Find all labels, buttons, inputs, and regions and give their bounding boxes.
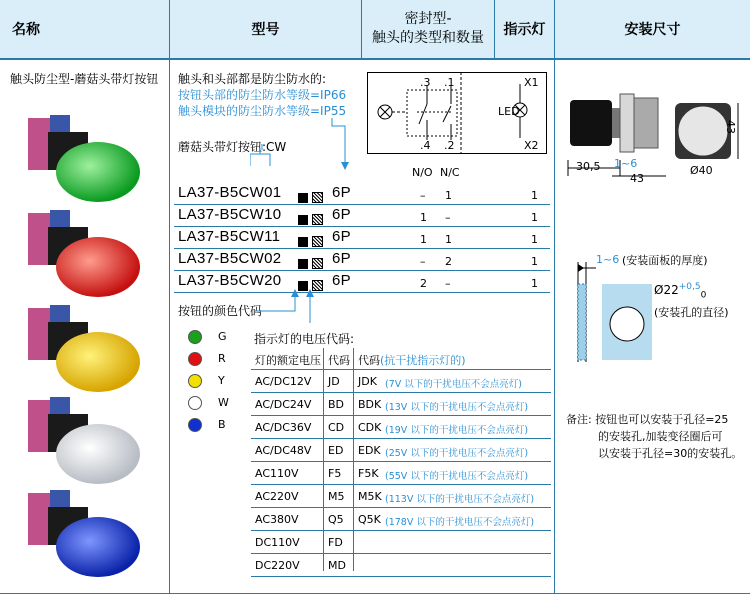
voltage-code: F5 — [328, 467, 342, 480]
voltage-code: CD — [328, 421, 345, 434]
col-line-1 — [169, 0, 170, 594]
hole-sup: +0,5 — [678, 282, 701, 292]
model-nc: – — [445, 277, 451, 290]
voltage-code: JD — [328, 375, 340, 388]
color-code-square — [298, 215, 308, 225]
model-suffix: 6P — [332, 184, 351, 201]
color-dot — [188, 418, 202, 432]
color-letter: Y — [218, 374, 225, 387]
voltage-rated: AC/DC48V — [255, 444, 312, 457]
intro-line3: 触头模块的防尘防水等级=IP55 — [178, 104, 347, 118]
voltage-code-square — [312, 214, 323, 225]
bottom-line — [0, 593, 750, 594]
intro-line1: 触头和头部都是防尘防水的: — [178, 72, 327, 86]
hole-dim — [654, 282, 706, 300]
voltage-ai-code: BDK — [358, 398, 382, 411]
panel-note: (安装面板的厚度) — [622, 254, 708, 267]
color-dot — [188, 352, 202, 366]
voltage-row — [251, 439, 551, 462]
header-seal-line2: 触头的类型和数量 — [372, 30, 484, 46]
model-led: 1 — [531, 189, 538, 202]
voltage-col-ai-main: 代码 — [358, 354, 380, 367]
voltage-rated: AC220V — [255, 490, 299, 503]
voltage-col-ai-note: (抗干扰指示灯的) — [380, 354, 466, 367]
voltage-code-square — [312, 258, 323, 269]
model-no: 1 — [420, 233, 427, 246]
dim-1-6: 1~6 — [614, 157, 638, 170]
voltage-row — [251, 554, 551, 577]
model-led: 1 — [531, 277, 538, 290]
voltage-ai-code: M5K — [358, 490, 382, 503]
voltage-rows — [251, 370, 551, 577]
voltage-row — [251, 485, 551, 508]
voltage-rated: DC110V — [255, 536, 300, 549]
voltage-ai-code: EDK — [358, 444, 381, 457]
white-button-photo — [28, 397, 140, 484]
header-seal — [362, 0, 494, 58]
model-markers — [294, 231, 327, 250]
voltage-ai-note: (113V 以下的干扰电压不会点亮灯) — [385, 494, 535, 505]
color-letter: R — [218, 352, 226, 365]
voltage-rated: AC380V — [255, 513, 299, 526]
voltage-code: ED — [328, 444, 344, 457]
color-dot — [188, 396, 202, 410]
model-no: 1 — [420, 211, 427, 224]
remark-line3: 以安装于孔径=30的安装孔。 — [598, 447, 743, 460]
voltage-rated: AC110V — [255, 467, 299, 480]
model-suffix: 6P — [332, 272, 351, 289]
hole-main: Ø22 — [654, 283, 679, 297]
header-indicator: 指示灯 — [495, 0, 554, 58]
voltage-title: 指示灯的电压代码: — [254, 332, 355, 346]
voltage-col-line-2 — [353, 348, 354, 571]
panel-hole-drawing — [566, 254, 666, 364]
dim-43-front: 43 — [724, 120, 737, 134]
model-markers — [294, 253, 327, 272]
product-photos — [20, 110, 160, 580]
intro-line2: 按钮头部的防尘防水等级=IP66 — [178, 88, 347, 102]
model-code: LA37-B5CW01 — [178, 184, 282, 201]
terminal-x1: X1 — [524, 76, 539, 89]
voltage-row — [251, 416, 551, 439]
model-row-1 — [174, 183, 550, 205]
voltage-code: Q5 — [328, 513, 344, 526]
hole-note: (安装孔的直径) — [654, 306, 729, 319]
voltage-rated: AC/DC24V — [255, 398, 312, 411]
voltage-code: M5 — [328, 490, 345, 503]
no-label: N/O — [412, 166, 433, 179]
voltage-row — [251, 462, 551, 485]
model-row-4 — [174, 249, 550, 271]
model-led: 1 — [531, 255, 538, 268]
color-code-arrows — [255, 289, 325, 323]
voltage-row — [251, 370, 551, 393]
color-letter: B — [218, 418, 226, 431]
model-led: 1 — [531, 233, 538, 246]
dim-43-side: 43 — [630, 172, 644, 185]
color-code-square — [298, 237, 308, 247]
model-no: – — [420, 255, 426, 268]
header-bottom-line — [0, 58, 750, 60]
dim-40: Ø40 — [690, 164, 713, 177]
model-code: LA37-B5CW11 — [178, 228, 281, 245]
model-nc: 1 — [445, 233, 452, 246]
install-front-view — [672, 100, 742, 170]
header-name: 名称 — [0, 0, 169, 58]
led-label: LED — [498, 105, 520, 118]
color-letter: W — [218, 396, 229, 409]
voltage-ai-code: F5K — [358, 467, 379, 480]
color-code-square — [298, 193, 308, 203]
product-name: 触头防尘型-蘑菇头带灯按钮 — [10, 72, 159, 86]
terminal-2: .2 — [444, 139, 455, 152]
voltage-ai-code: CDK — [358, 421, 382, 434]
model-row-2 — [174, 205, 550, 227]
header-seal-line1: 密封型- — [404, 11, 452, 27]
green-button-photo — [28, 115, 140, 202]
install-side-view — [562, 80, 672, 190]
voltage-ai-note: (178V 以下的干扰电压不会点亮灯) — [385, 517, 535, 528]
model-nc: – — [445, 211, 451, 224]
model-no: 2 — [420, 277, 427, 290]
color-code-label: 按钮的颜色代码 — [178, 304, 263, 318]
voltage-ai-code: Q5K — [358, 513, 381, 526]
panel-range: 1~6 — [596, 253, 620, 266]
voltage-rated: AC/DC12V — [255, 375, 312, 388]
col-line-3 — [494, 0, 495, 60]
nc-label: N/C — [440, 166, 460, 179]
model-led: 1 — [531, 211, 538, 224]
model-table — [174, 183, 550, 293]
model-markers — [294, 209, 327, 228]
blue-button-photo — [28, 490, 140, 577]
voltage-code: BD — [328, 398, 345, 411]
voltage-col-code: 代码 — [328, 354, 350, 367]
voltage-col-ai-code — [358, 352, 466, 368]
voltage-code: MD — [328, 559, 346, 572]
model-nc: 2 — [445, 255, 452, 268]
remark-line2: 的安装孔,加装变径圈后可 — [598, 430, 723, 443]
header-model: 型号 — [170, 0, 361, 58]
voltage-row — [251, 393, 551, 416]
terminal-3: .3 — [420, 76, 431, 89]
col-line-2 — [361, 0, 362, 60]
col-line-4 — [554, 0, 555, 594]
voltage-code: FD — [328, 536, 343, 549]
voltage-row — [251, 508, 551, 531]
model-code: LA37-B5CW10 — [178, 206, 282, 223]
voltage-ai-note: (13V 以下的干扰电压不会点亮灯) — [385, 402, 529, 413]
contact-diagram — [367, 72, 547, 154]
yellow-button-photo — [28, 305, 140, 392]
voltage-ai-note: (25V 以下的干扰电压不会点亮灯) — [385, 448, 529, 459]
voltage-rated: DC220V — [255, 559, 300, 572]
voltage-ai-note: (55V 以下的干扰电压不会点亮灯) — [385, 471, 529, 482]
header-install: 安装尺寸 — [555, 0, 750, 58]
voltage-ai-note: (7V 以下的干扰电压不会点亮灯) — [385, 379, 522, 390]
voltage-col-line-1 — [323, 348, 324, 571]
voltage-rated: AC/DC36V — [255, 421, 312, 434]
model-nc: 1 — [445, 189, 452, 202]
voltage-code-square — [312, 236, 323, 247]
color-dot — [188, 330, 202, 344]
color-code-square — [298, 259, 308, 269]
model-row-3 — [174, 227, 550, 249]
model-suffix: 6P — [332, 250, 351, 267]
model-pointer-arrows — [250, 118, 350, 188]
voltage-ai-code: JDK — [358, 375, 377, 388]
terminal-x2: X2 — [524, 139, 539, 152]
model-code: LA37-B5CW02 — [178, 250, 282, 267]
color-letter: G — [218, 330, 227, 343]
voltage-ai-note: (19V 以下的干扰电压不会点亮灯) — [385, 425, 529, 436]
mushroom-label: 蘑菇头带灯按钮:CW — [178, 140, 287, 154]
red-button-photo — [28, 210, 140, 297]
voltage-code-square — [312, 192, 323, 203]
model-code: LA37-B5CW20 — [178, 272, 282, 289]
voltage-header-row — [251, 348, 551, 370]
color-dot — [188, 374, 202, 388]
voltage-row — [251, 531, 551, 554]
terminal-4: .4 — [420, 139, 431, 152]
dim-30-5: 30,5 — [576, 160, 601, 173]
terminal-1: .1 — [444, 76, 455, 89]
model-markers — [294, 187, 327, 206]
hole-sub: 0 — [700, 290, 707, 301]
remark-line1: 备注: 按钮也可以安装于孔径=25 — [566, 413, 729, 426]
model-suffix: 6P — [332, 206, 351, 223]
voltage-table — [251, 348, 551, 370]
voltage-col-rated: 灯的额定电压 — [255, 354, 321, 367]
model-row-5 — [174, 271, 550, 293]
model-no: – — [420, 189, 426, 202]
model-suffix: 6P — [332, 228, 351, 245]
